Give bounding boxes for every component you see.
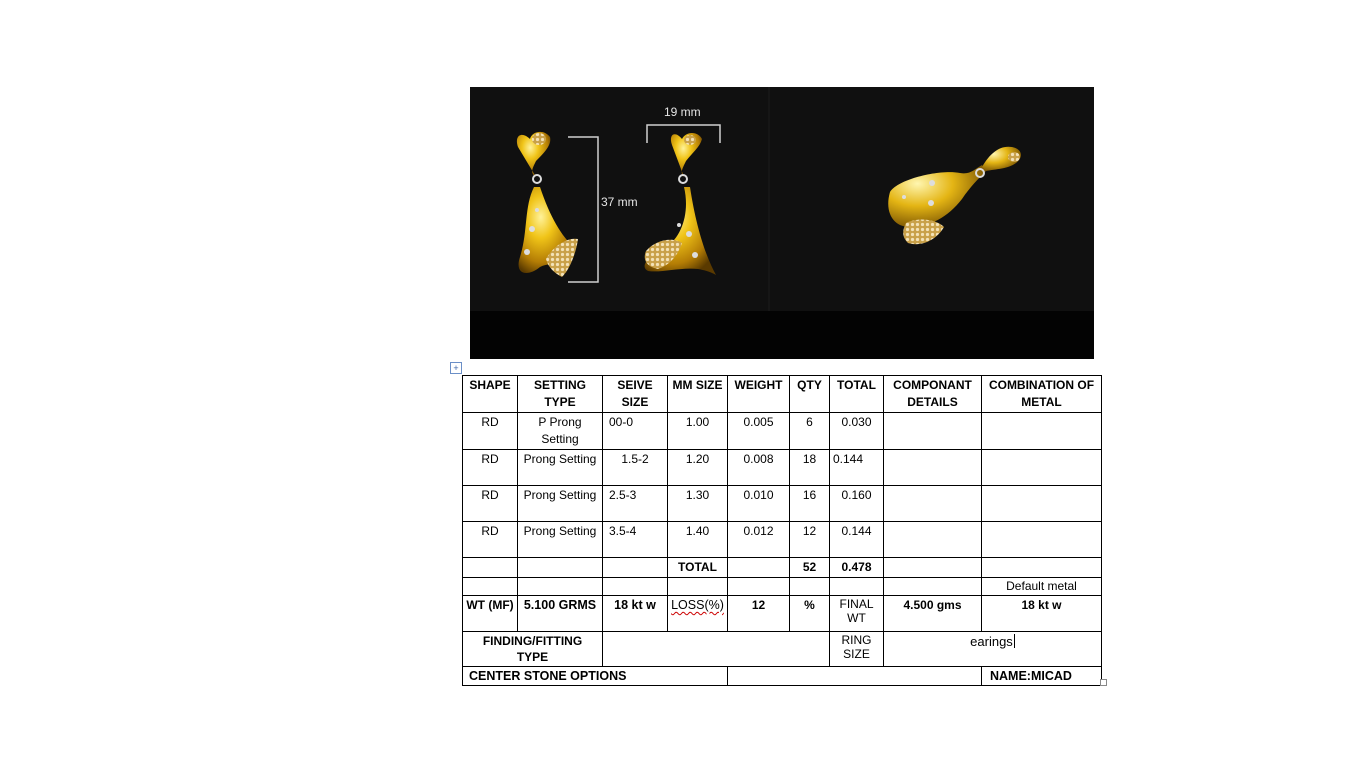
cell-total[interactable]: 0.144 — [830, 522, 884, 558]
header-setting-type: SETTING TYPE — [518, 376, 603, 413]
cell-metal[interactable] — [982, 413, 1102, 450]
loss-value[interactable]: 12 — [728, 596, 790, 632]
cell-componant[interactable] — [884, 413, 982, 450]
default-metal-row — [463, 578, 1102, 596]
ring-size-text: earings — [970, 634, 1013, 649]
cell-qty[interactable]: 6 — [790, 413, 830, 450]
total-row — [463, 558, 1102, 578]
cell-componant[interactable] — [884, 522, 982, 558]
final-karat-text: 18 kt w — [1021, 598, 1062, 612]
header-mm-size: MM SIZE — [668, 376, 728, 413]
percent-sign[interactable]: % — [790, 596, 830, 632]
cell-setting[interactable]: Prong Setting — [518, 522, 603, 558]
empty-cell[interactable] — [830, 578, 884, 596]
header-total: TOTAL — [830, 376, 884, 413]
empty-cell[interactable] — [668, 578, 728, 596]
cell-metal[interactable] — [982, 522, 1102, 558]
loss-label-text: LOSS(%) — [671, 598, 724, 612]
cell-total[interactable]: 0.144 — [830, 450, 884, 486]
cell-seive[interactable]: 00-0 — [603, 413, 668, 450]
empty-cell[interactable] — [603, 558, 668, 578]
cell-setting[interactable]: Prong Setting — [518, 450, 603, 486]
cell-mm[interactable]: 1.20 — [668, 450, 728, 486]
wt-label[interactable]: WT (MF) — [463, 596, 518, 632]
cell-weight[interactable]: 0.005 — [728, 413, 790, 450]
default-metal-label[interactable]: Default metal — [982, 578, 1102, 596]
cell-qty[interactable]: 12 — [790, 522, 830, 558]
cell-metal[interactable] — [982, 486, 1102, 522]
total-qty[interactable]: 52 — [790, 558, 830, 578]
finding-fitting-value[interactable] — [603, 632, 830, 667]
karat-value[interactable] — [603, 596, 668, 632]
final-wt-value[interactable] — [884, 596, 982, 632]
cell-setting[interactable]: Prong Setting — [518, 486, 603, 522]
table-row — [463, 450, 1102, 486]
center-stone-row — [463, 667, 1102, 686]
wt-value[interactable]: 5.100 GRMS — [518, 596, 603, 632]
final-karat[interactable] — [982, 596, 1102, 632]
ring-size-value[interactable] — [884, 632, 1102, 667]
cell-seive[interactable]: 1.5-2 — [603, 450, 668, 486]
empty-cell[interactable] — [790, 578, 830, 596]
cell-shape[interactable]: RD — [463, 413, 518, 450]
cell-componant[interactable] — [884, 486, 982, 522]
table-resize-handle[interactable] — [1100, 679, 1107, 686]
empty-cell[interactable] — [884, 558, 982, 578]
header-qty: QTY — [790, 376, 830, 413]
final-wt-text: 4.500 gms — [903, 598, 962, 612]
center-stone-options-label[interactable]: CENTER STONE OPTIONS — [463, 667, 728, 686]
cell-componant[interactable] — [884, 450, 982, 486]
cell-shape[interactable]: RD — [463, 522, 518, 558]
cell-weight[interactable]: 0.012 — [728, 522, 790, 558]
finding-fitting-label[interactable]: FINDING/FITTING TYPE — [463, 632, 603, 667]
center-stone-options-value[interactable] — [728, 667, 982, 686]
karat-text: 18 kt w — [614, 598, 656, 612]
header-weight: WEIGHT — [728, 376, 790, 413]
cell-shape[interactable]: RD — [463, 486, 518, 522]
cell-mm[interactable]: 1.00 — [668, 413, 728, 450]
final-wt-label[interactable]: FINAL WT — [830, 596, 884, 632]
table-row — [463, 486, 1102, 522]
width-dimension-label: 19 mm — [664, 105, 701, 119]
cell-setting[interactable]: P Prong Setting — [518, 413, 603, 450]
cell-metal[interactable] — [982, 450, 1102, 486]
table-header-row — [463, 376, 1102, 413]
cell-shape[interactable]: RD — [463, 450, 518, 486]
finding-row — [463, 632, 1102, 667]
header-componant-details: COMPONANT DETAILS — [884, 376, 982, 413]
name-label[interactable]: NAME:MICAD — [982, 667, 1102, 686]
header-shape: SHAPE — [463, 376, 518, 413]
header-seive-size: SEIVE SIZE — [603, 376, 668, 413]
ring-size-label[interactable]: RING SIZE — [830, 632, 884, 667]
cell-total[interactable]: 0.160 — [830, 486, 884, 522]
cell-mm[interactable]: 1.40 — [668, 522, 728, 558]
cell-qty[interactable]: 16 — [790, 486, 830, 522]
stone-spec-table — [462, 375, 1102, 686]
cell-seive[interactable]: 2.5-3 — [603, 486, 668, 522]
text-cursor — [1014, 634, 1015, 648]
cell-weight[interactable]: 0.010 — [728, 486, 790, 522]
cell-total[interactable]: 0.030 — [830, 413, 884, 450]
cell-seive[interactable]: 3.5-4 — [603, 522, 668, 558]
total-weight[interactable]: 0.478 — [830, 558, 884, 578]
empty-cell[interactable] — [728, 558, 790, 578]
cell-weight[interactable]: 0.008 — [728, 450, 790, 486]
loss-label[interactable] — [668, 596, 728, 632]
product-render-image — [470, 87, 1094, 359]
empty-cell[interactable] — [463, 558, 518, 578]
earring-render — [470, 87, 1094, 359]
table-move-handle[interactable]: + — [450, 362, 462, 374]
empty-cell[interactable] — [728, 578, 790, 596]
empty-cell[interactable] — [463, 578, 518, 596]
table-row — [463, 522, 1102, 558]
cell-qty[interactable]: 18 — [790, 450, 830, 486]
empty-cell[interactable] — [518, 578, 603, 596]
table-row — [463, 413, 1102, 450]
cell-mm[interactable]: 1.30 — [668, 486, 728, 522]
total-label[interactable]: TOTAL — [668, 558, 728, 578]
weight-row — [463, 596, 1102, 632]
empty-cell[interactable] — [982, 558, 1102, 578]
height-dimension-label: 37 mm — [601, 195, 638, 209]
header-combination-of-metal: COMBINATION OF METAL — [982, 376, 1102, 413]
empty-cell[interactable] — [603, 578, 668, 596]
empty-cell[interactable] — [884, 578, 982, 596]
empty-cell[interactable] — [518, 558, 603, 578]
